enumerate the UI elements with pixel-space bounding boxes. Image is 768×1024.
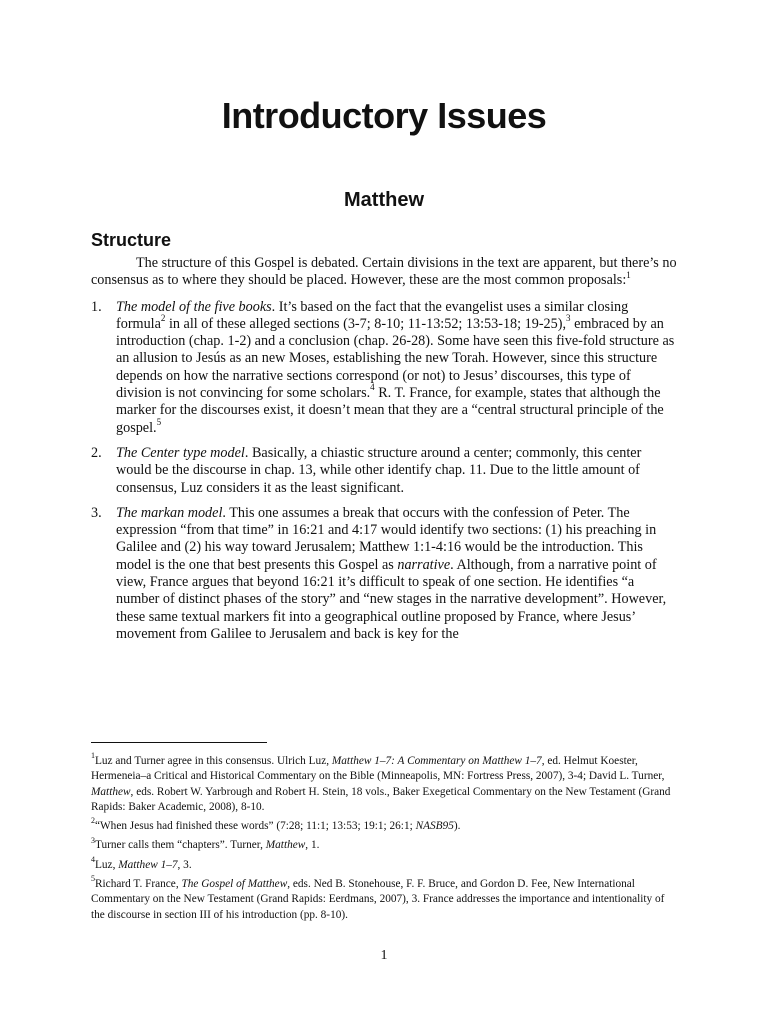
- footnote-1: [91, 751, 677, 815]
- footnote-separator: [91, 742, 267, 743]
- footnote-number: 5: [91, 874, 95, 884]
- list-item: [91, 299, 677, 437]
- footnote-text: , 1.: [305, 839, 320, 852]
- footnote-5: [91, 874, 677, 923]
- citation-title: Matthew: [91, 785, 131, 798]
- list-text: in all of these alleged sections (3-7; 8-10; 11-13:52; 13:53-18; 19-25),: [165, 315, 567, 332]
- list-item: [91, 505, 677, 643]
- footnote-text: , eds. Ned B. Stonehouse, F. F. Bruce, and Gordon D. Fee, New International Commentary on the New Testament (Grand Rapids: Eerdmans, 2007), 3. France addresses the importance and intentionality of the discourse in section III of his introduction (pp. 8-10).: [91, 878, 665, 921]
- footnote-number: 3: [91, 835, 95, 845]
- model-title: The markan model: [116, 504, 223, 521]
- model-title: The Center type model: [116, 444, 245, 461]
- citation-title: Matthew 1–7: A Commentary on Matthew 1–7: [331, 755, 542, 767]
- footnote-text: Luz,: [95, 858, 119, 871]
- list-text: . Basically, a chiastic structure around a center; commonly, this center would be the discourse in chap. 13, while other identify chap. 11. Due to the little amount of consensus, Luz considers it as the least significant.: [116, 444, 642, 496]
- page-title: Introductory Issues: [221, 95, 547, 136]
- footnotes: [91, 751, 677, 927]
- book-subtitle: Matthew: [344, 189, 424, 211]
- list-text: R. T. France, for example, states that although the marker for the discourses exist, it doesn’t mean that they are a “central structural principle of the gospel.: [116, 385, 664, 436]
- list-text: . Although, from a narrative point of view, France argues that beyond 16:21 it’s difficult to speak of one section. He identifies “a number of distinct phases of the story” and “new stages in the narrative development”. However, these same textual markers fit into a geographical outline proposed by France, where Jesus’ movement from Galilee to Jerusalem and back is key for the: [116, 556, 667, 642]
- footnote-text: , eds. Robert W. Yarbrough and Robert H. Stein, 18 vols., Baker Exegetical Commentary on the New Testament (Grand Rapids: Baker Academic, 2008), 8-10.: [91, 785, 671, 813]
- footnote-ref[interactable]: 2: [160, 313, 166, 324]
- footnote-text: Richard T. France,: [95, 878, 182, 891]
- citation-title: The Gospel of Matthew: [181, 878, 288, 891]
- citation-title: Matthew 1–7: [118, 858, 178, 871]
- list-number: 2.: [91, 444, 102, 461]
- page-number: 1: [380, 948, 388, 963]
- footnote-ref[interactable]: 3: [566, 313, 571, 324]
- citation-title: Matthew: [265, 839, 306, 852]
- proposals-list: [91, 299, 677, 644]
- footnote-number: 2: [91, 816, 95, 826]
- section-heading-structure: Structure: [91, 230, 172, 250]
- list-item: [91, 445, 677, 497]
- footnote-3: [91, 835, 677, 853]
- intro-text: The structure of this Gospel is debated. Certain divisions in the text are apparent, but there’s no consensus as to where they should be placed. However, these are the most common proposals:: [91, 255, 677, 289]
- footnote-text: , 3.: [177, 858, 192, 871]
- emphasis-text: narrative: [397, 556, 451, 573]
- footnote-text: , ed. Helmut Koester, Hermeneia–a Critical and Historical Commentary on the Bible (Minneapolis, MN: Fortress Press, 2007), 3-4; David L. Turner,: [91, 755, 665, 783]
- list-text: . It’s based on the fact that the evangelist uses a similar closing formula: [116, 298, 629, 332]
- footnote-number: 4: [91, 855, 95, 865]
- citation-title: NASB95: [415, 820, 454, 833]
- footnote-text: ).: [453, 820, 461, 833]
- list-text: . This one assumes a break that occurs with the confession of Peter. The expression “from that time” in 16:21 and 4:17 would identify two sections: (1) his preaching in Galilee and (2) his way toward Jerusalem; Matthew 1:1-4:16 would be the introduction. This model is the one that best presents this Gospel as: [116, 504, 657, 573]
- footnote-4: [91, 855, 677, 873]
- model-title: The model of the five books: [116, 298, 272, 315]
- list-text: embraced by an introduction (chap. 1-2) and a conclusion (chap. 26-28). Some have seen this five-fold structure as an allusion to Jesús as an new Moses, establishing the new Torah. However, since this structure depends on how the narrative sections correspond (or not) to Jesus’ discourses, this type of division is not convincing for some scholars.: [116, 315, 675, 402]
- body-text: [91, 255, 677, 651]
- list-number: 3.: [91, 504, 102, 521]
- footnote-ref[interactable]: 4: [370, 382, 375, 393]
- footnote-text: Luz and Turner agree in this consensus. Ulrich Luz,: [95, 755, 332, 767]
- footnote-text: “When Jesus had finished these words” (7:28; 11:1; 13:53; 19:1; 26:1;: [95, 820, 416, 833]
- list-number: 1.: [91, 298, 102, 315]
- footnote-text: Turner calls them “chapters”. Turner,: [95, 839, 266, 852]
- footnote-ref[interactable]: 5: [156, 416, 162, 427]
- footnote-ref[interactable]: 1: [626, 269, 631, 280]
- intro-paragraph: [91, 255, 677, 290]
- footnote-2: [91, 816, 677, 834]
- footnote-number: 1: [91, 751, 95, 761]
